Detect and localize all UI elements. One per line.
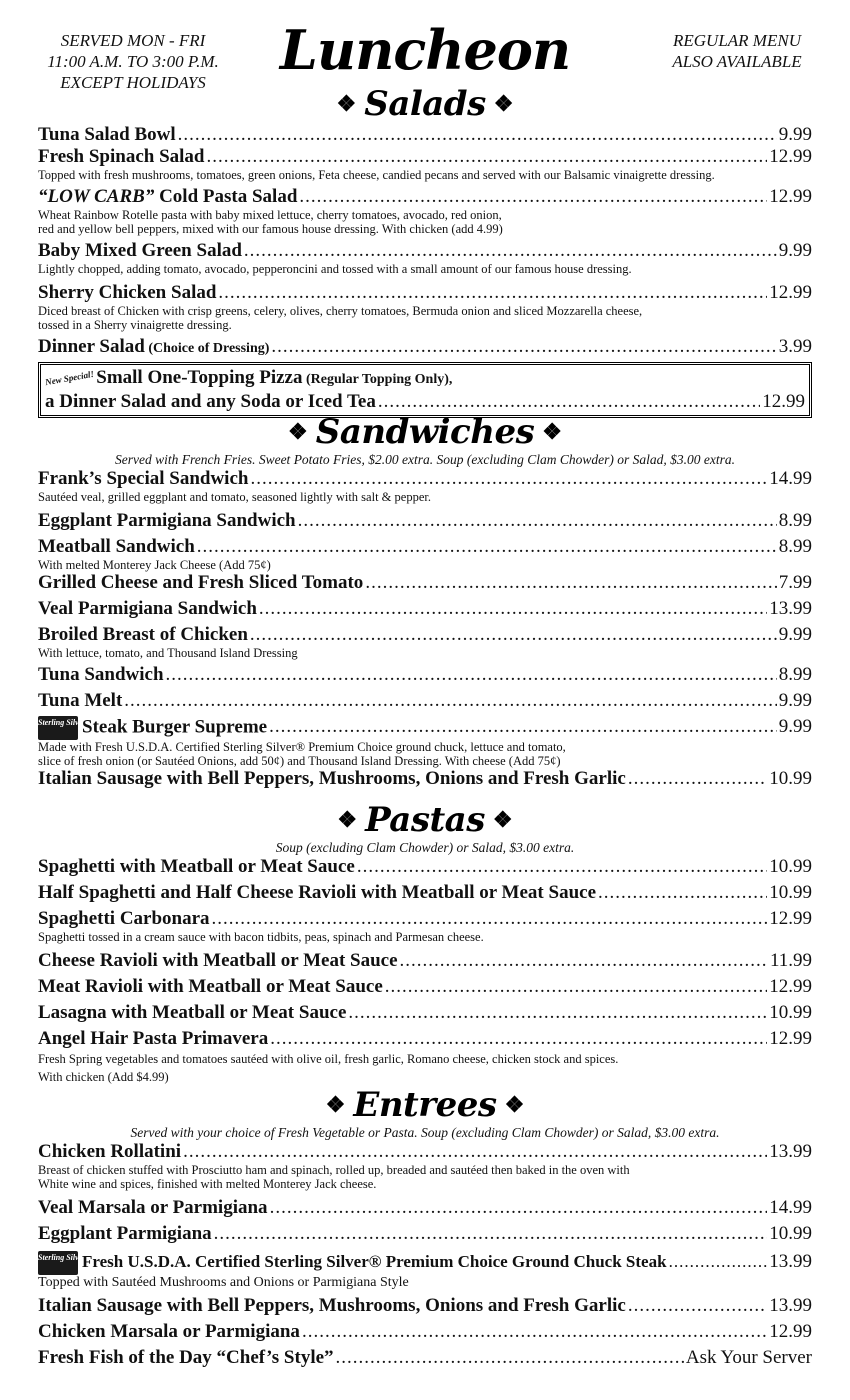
- item-name: Dinner Salad: [38, 336, 145, 357]
- menu-item: [38, 336, 812, 360]
- menu-item: [38, 1197, 812, 1219]
- item-description: tossed in a Sherry vinaigrette dressing.: [38, 318, 232, 332]
- ornament-icon: ❖: [288, 419, 308, 445]
- item-price: 14.99: [769, 468, 812, 489]
- new-special-badge: New Special!: [44, 368, 95, 388]
- item-name-prefix: “LOW CARB”: [38, 186, 155, 207]
- regular-line: ALSO AVAILABLE: [672, 52, 802, 71]
- ornament-icon: ❖: [492, 807, 513, 833]
- menu-item: [38, 1002, 812, 1024]
- menu-item: [38, 768, 812, 790]
- menu-item: [38, 510, 812, 532]
- item-price: 10.99: [769, 882, 812, 903]
- menu-item: [38, 1251, 812, 1275]
- served-line: SERVED MON - FRI: [60, 31, 206, 50]
- item-description: Wheat Rainbow Rotelle pasta with baby mixed lettuce, cherry tomatoes, avocado, red onion,: [38, 208, 502, 222]
- item-price: 9.99: [778, 124, 812, 145]
- menu-item: [38, 690, 812, 712]
- menu-item: [38, 1321, 812, 1343]
- ornament-icon: ❖: [336, 91, 357, 117]
- item-price: 7.99: [778, 572, 812, 593]
- item-price: 13.99: [769, 1141, 812, 1162]
- section-note: Served with your choice of Fresh Vegetable or Pasta. Soup (excluding Clam Chowder) or Salad, $3.00 extra.: [130, 1125, 720, 1140]
- ornament-icon: ❖: [542, 419, 562, 445]
- salads-heading: [38, 84, 812, 124]
- item-price: 12.99: [769, 1028, 812, 1049]
- item-price: 12.99: [769, 976, 812, 997]
- item-name: Lasagna with Meatball or Meat Sauce: [38, 1002, 347, 1023]
- item-name: Frank’s Special Sandwich: [38, 468, 249, 489]
- item-name: Tuna Sandwich: [38, 664, 164, 685]
- regular-menu-note: [662, 30, 812, 72]
- item-name: Meat Ravioli with Meatball or Meat Sauce: [38, 976, 383, 997]
- item-price: 12.99: [769, 282, 812, 303]
- menu-item: [38, 1295, 812, 1317]
- section-title: Pastas: [365, 800, 485, 840]
- section-note: Served with French Fries. Sweet Potato Fries, $2.00 extra. Soup (excluding Clam Chowder) or Salad, $3.00 extra.: [114, 452, 736, 467]
- item-description: red and yellow bell peppers, mixed with our famous house dressing. With chicken (add 4.99): [38, 222, 503, 236]
- item-description: White wine and spices, finished with melted Monterey Jack cheese.: [38, 1177, 377, 1191]
- menu-title: Luncheon: [279, 18, 571, 82]
- item-name: Baby Mixed Green Salad: [38, 240, 242, 261]
- item-price: 9.99: [778, 624, 812, 645]
- item-name-sub: (Choice of Dressing): [144, 341, 270, 356]
- item-description: Fresh Spring vegetables and tomatoes sautéed with olive oil, fresh garlic, Romano cheese, chicken stock and spices.: [38, 1052, 619, 1066]
- section-title: Salads: [364, 84, 486, 124]
- item-name: Spaghetti with Meatball or Meat Sauce: [38, 856, 355, 877]
- served-line: 11:00 A.M. TO 3:00 P.M.: [47, 52, 219, 71]
- menu-item: [38, 1223, 812, 1245]
- menu-item: [38, 282, 812, 304]
- item-price: 14.99: [769, 1197, 812, 1218]
- item-price: 10.99: [769, 1002, 812, 1023]
- section-note: Soup (excluding Clam Chowder) or Salad, $3.00 extra.: [275, 840, 575, 855]
- menu-item: [38, 664, 812, 686]
- item-description: With lettuce, tomato, and Thousand Island Dressing: [38, 646, 298, 660]
- item-price: 9.99: [778, 240, 812, 261]
- menu-item: [38, 124, 812, 146]
- item-name: Eggplant Parmigiana Sandwich: [38, 510, 296, 531]
- item-description: Spaghetti tossed in a cream sauce with bacon tidbits, peas, spinach and Parmesan cheese.: [38, 930, 484, 944]
- menu-item: [38, 1347, 812, 1369]
- item-name: Half Spaghetti and Half Cheese Ravioli with Meatball or Meat Sauce: [38, 882, 597, 903]
- item-description: With melted Monterey Jack Cheese (Add 75¢): [38, 558, 271, 572]
- item-price: 8.99: [778, 510, 812, 531]
- section-title: Sandwiches: [315, 412, 535, 452]
- item-description: Topped with fresh mushrooms, tomatoes, green onions, Feta cheese, candied pecans and served with our Balsamic vinaigrette dressing.: [38, 168, 715, 182]
- menu-item: [38, 882, 812, 904]
- menu-item: [38, 536, 812, 558]
- sterling-silver-logo: Sterling Silver: [38, 716, 78, 740]
- special-name: Small One-Topping Pizza: [96, 367, 303, 388]
- menu-item: [38, 186, 812, 208]
- item-price: 13.99: [769, 1295, 812, 1317]
- item-price: 12.99: [769, 908, 812, 929]
- salads-section: [38, 84, 812, 420]
- pastas-section: [38, 800, 812, 1084]
- item-name: Angel Hair Pasta Primavera: [38, 1028, 269, 1049]
- menu-item: [38, 976, 812, 998]
- item-price: 12.99: [769, 146, 812, 167]
- special-line-2: [45, 391, 805, 413]
- entrees-section: [38, 1085, 812, 1369]
- served-line: EXCEPT HOLIDAYS: [60, 73, 206, 92]
- menu-item: [38, 598, 812, 620]
- menu-item: [38, 1028, 812, 1050]
- menu-item: [38, 950, 812, 972]
- sterling-silver-logo: Sterling Silver: [38, 1251, 78, 1275]
- section-title: Entrees: [353, 1085, 497, 1125]
- special-box: [38, 362, 812, 418]
- item-name: Veal Marsala or Parmigiana: [38, 1197, 268, 1218]
- pastas-heading: [38, 800, 812, 840]
- item-name: Broiled Breast of Chicken: [38, 624, 248, 645]
- item-name: Fresh U.S.D.A. Certified Sterling Silver® Premium Choice Ground Chuck Steak: [82, 1252, 667, 1271]
- item-price: Ask Your Server: [685, 1347, 812, 1369]
- special-price: 12.99: [762, 391, 805, 412]
- item-name: Eggplant Parmigiana: [38, 1223, 212, 1244]
- item-name: Spaghetti Carbonara: [38, 908, 210, 929]
- menu-item: [38, 1141, 812, 1163]
- item-name: Steak Burger Supreme: [82, 716, 268, 738]
- item-price: 12.99: [769, 186, 812, 207]
- item-price: 13.99: [769, 598, 812, 619]
- menu-item: [38, 624, 812, 646]
- item-name: Cheese Ravioli with Meatball or Meat Sauce: [38, 950, 398, 971]
- ornament-icon: ❖: [493, 91, 514, 117]
- entrees-heading: [38, 1085, 812, 1125]
- special-name-2: a Dinner Salad and any Soda or Iced Tea: [45, 391, 376, 412]
- menu-item: [38, 908, 812, 930]
- item-price: 11.99: [769, 950, 812, 971]
- item-price: 10.99: [769, 1223, 812, 1244]
- ornament-icon: ❖: [325, 1092, 346, 1118]
- item-name: Italian Sausage with Bell Peppers, Mushrooms, Onions and Fresh Garlic: [38, 1295, 626, 1317]
- item-price: 10.99: [769, 768, 812, 789]
- item-price: 10.99: [769, 856, 812, 877]
- menu-item: [38, 716, 812, 740]
- item-description: With chicken (Add $4.99): [38, 1070, 169, 1084]
- item-price: 13.99: [769, 1251, 812, 1272]
- item-name: Sherry Chicken Salad: [38, 282, 217, 303]
- menu-item: [38, 240, 812, 262]
- menu-item: [38, 146, 812, 168]
- special-sub: (Regular Topping Only),: [302, 372, 453, 387]
- item-description: Diced breast of Chicken with crisp greens, celery, olives, cherry tomatoes, Bermuda onion and sliced Mozzarella cheese,: [38, 304, 643, 318]
- item-description: Breast of chicken stuffed with Prosciutto ham and spinach, rolled up, breaded and sautéed then baked in the oven with: [38, 1163, 630, 1177]
- item-description: Lightly chopped, adding tomato, avocado, pepperoncini and tossed with a small amount of our famous house dressing.: [38, 262, 632, 276]
- item-description: slice of fresh onion (or Sautéed Onions, add 50¢) and Thousand Island Dressing. With cheese (Add 75¢): [38, 754, 561, 768]
- sandwiches-section: [38, 412, 812, 790]
- item-name: Tuna Melt: [38, 690, 123, 711]
- item-description: Sautéed veal, grilled eggplant and tomato, seasoned lightly with salt & pepper.: [38, 490, 431, 504]
- menu-item: [38, 572, 812, 594]
- ornament-icon: ❖: [504, 1092, 525, 1118]
- item-name: Chicken Marsala or Parmigiana: [38, 1321, 300, 1343]
- item-name: Cold Pasta Salad: [154, 186, 298, 207]
- menu-item: [38, 856, 812, 878]
- ornament-icon: ❖: [337, 807, 358, 833]
- item-price: 12.99: [769, 1321, 812, 1343]
- item-description: Topped with Sautéed Mushrooms and Onions or Parmigiana Style: [38, 1275, 409, 1291]
- sandwiches-heading: [38, 412, 812, 452]
- item-name: Meatball Sandwich: [38, 536, 195, 557]
- regular-line: REGULAR MENU: [673, 31, 801, 50]
- item-price: 3.99: [778, 336, 812, 357]
- menu-item: [38, 468, 812, 490]
- item-description: Made with Fresh U.S.D.A. Certified Sterling Silver® Premium Choice ground chuck, lettuce and tomato,: [38, 740, 566, 754]
- item-name: Fresh Fish of the Day “Chef’s Style”: [38, 1347, 334, 1369]
- item-price: 8.99: [778, 664, 812, 685]
- item-name: Fresh Spinach Salad: [38, 146, 205, 167]
- item-name: Grilled Cheese and Fresh Sliced Tomato: [38, 572, 364, 593]
- special-line-1: [45, 367, 805, 391]
- item-name: Veal Parmigiana Sandwich: [38, 598, 257, 619]
- item-name: Italian Sausage with Bell Peppers, Mushrooms, Onions and Fresh Garlic: [38, 768, 626, 789]
- item-price: 8.99: [778, 536, 812, 557]
- item-price: 9.99: [778, 716, 812, 738]
- item-price: 9.99: [778, 690, 812, 711]
- item-name: Tuna Salad Bowl: [38, 124, 176, 145]
- item-name: Chicken Rollatini: [38, 1141, 182, 1162]
